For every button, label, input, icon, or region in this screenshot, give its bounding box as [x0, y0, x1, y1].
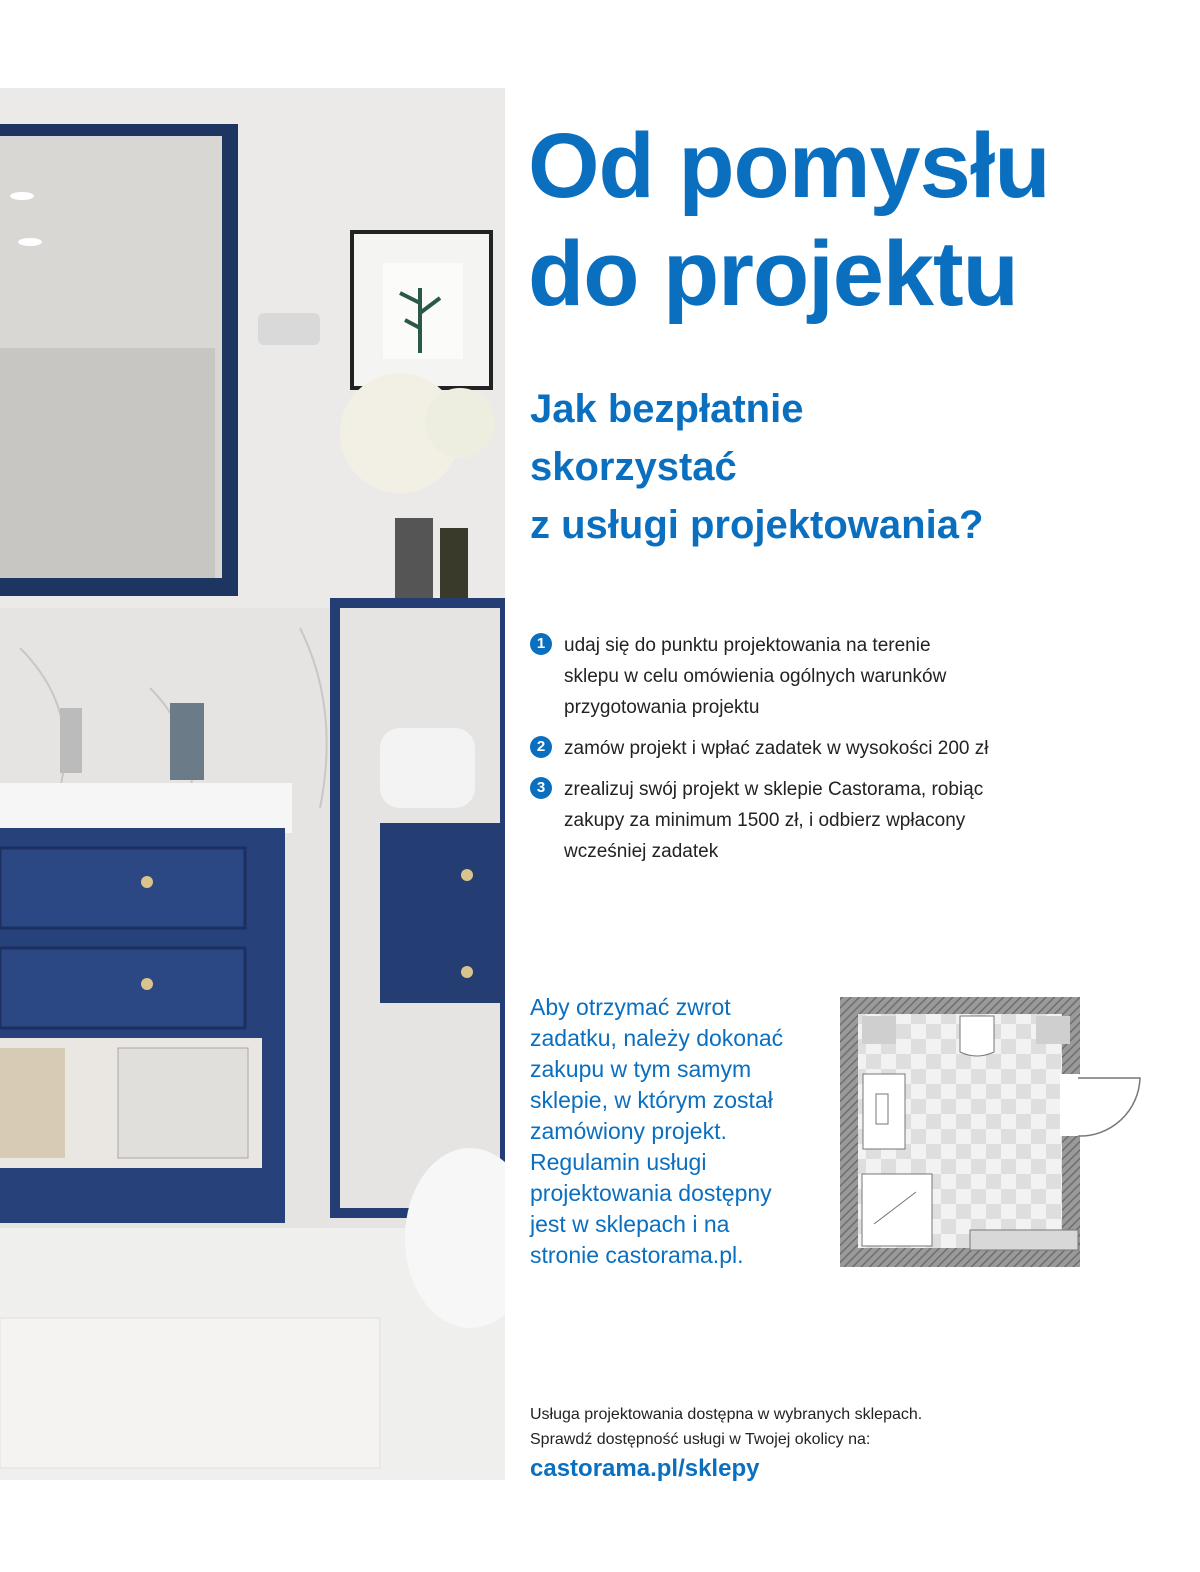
step-number-badge: 1	[530, 633, 552, 655]
footer-line: Sprawdź dostępność usługi w Twojej okolicy na:	[530, 1431, 871, 1448]
note-line: stronie castorama.pl.	[530, 1242, 744, 1268]
subtitle-line: skorzystać	[530, 445, 737, 489]
subtitle-line: Jak bezpłatnie	[530, 387, 804, 431]
subtitle	[530, 380, 983, 554]
title-line: Od pomysłu	[528, 115, 1050, 217]
step-text-line: zrealizuj swój projekt w sklepie Castorama, robiąc	[564, 779, 984, 800]
title-line: do projektu	[528, 223, 1018, 325]
note-line: Aby otrzymać zwrot	[530, 994, 731, 1020]
steps-list	[530, 630, 1130, 877]
footer-text	[530, 1402, 922, 1452]
note-line: projektowania dostępny	[530, 1180, 772, 1206]
step-item	[530, 774, 1130, 867]
subtitle-line: z usługi projektowania?	[530, 503, 984, 547]
step-number-badge: 3	[530, 777, 552, 799]
step-text-line: udaj się do punktu projektowania na terenie	[564, 635, 931, 656]
step-text-line: wcześniej zadatek	[564, 841, 719, 862]
step-text-line: zakupy za minimum 1500 zł, i odbierz wpłacony	[564, 810, 966, 831]
note-line: jest w sklepach i na	[530, 1211, 730, 1237]
note-line: zadatku, należy dokonać	[530, 1025, 784, 1051]
note-line: zakupu w tym samym	[530, 1056, 752, 1082]
footer-line: Usługa projektowania dostępna w wybranych sklepach.	[530, 1406, 923, 1423]
bathroom-photo	[0, 88, 505, 1480]
stores-link[interactable]: castorama.pl/sklepy	[530, 1455, 760, 1482]
note-line: Regulamin usługi	[530, 1149, 707, 1175]
step-item	[530, 630, 1130, 723]
step-text-line: sklepu w celu omówienia ogólnych warunków	[564, 666, 947, 687]
step-item	[530, 733, 1130, 764]
deposit-refund-note	[530, 992, 830, 1271]
step-number-badge: 2	[530, 736, 552, 758]
note-line: zamówiony projekt.	[530, 1118, 727, 1144]
page-title	[528, 112, 1050, 328]
note-line: sklepie, w którym został	[530, 1087, 773, 1113]
step-text-line: zamów projekt i wpłać zadatek w wysokości 200 zł	[564, 738, 989, 759]
step-text-line: przygotowania projektu	[564, 697, 760, 718]
bathroom-floor-plan-icon	[836, 994, 1146, 1274]
